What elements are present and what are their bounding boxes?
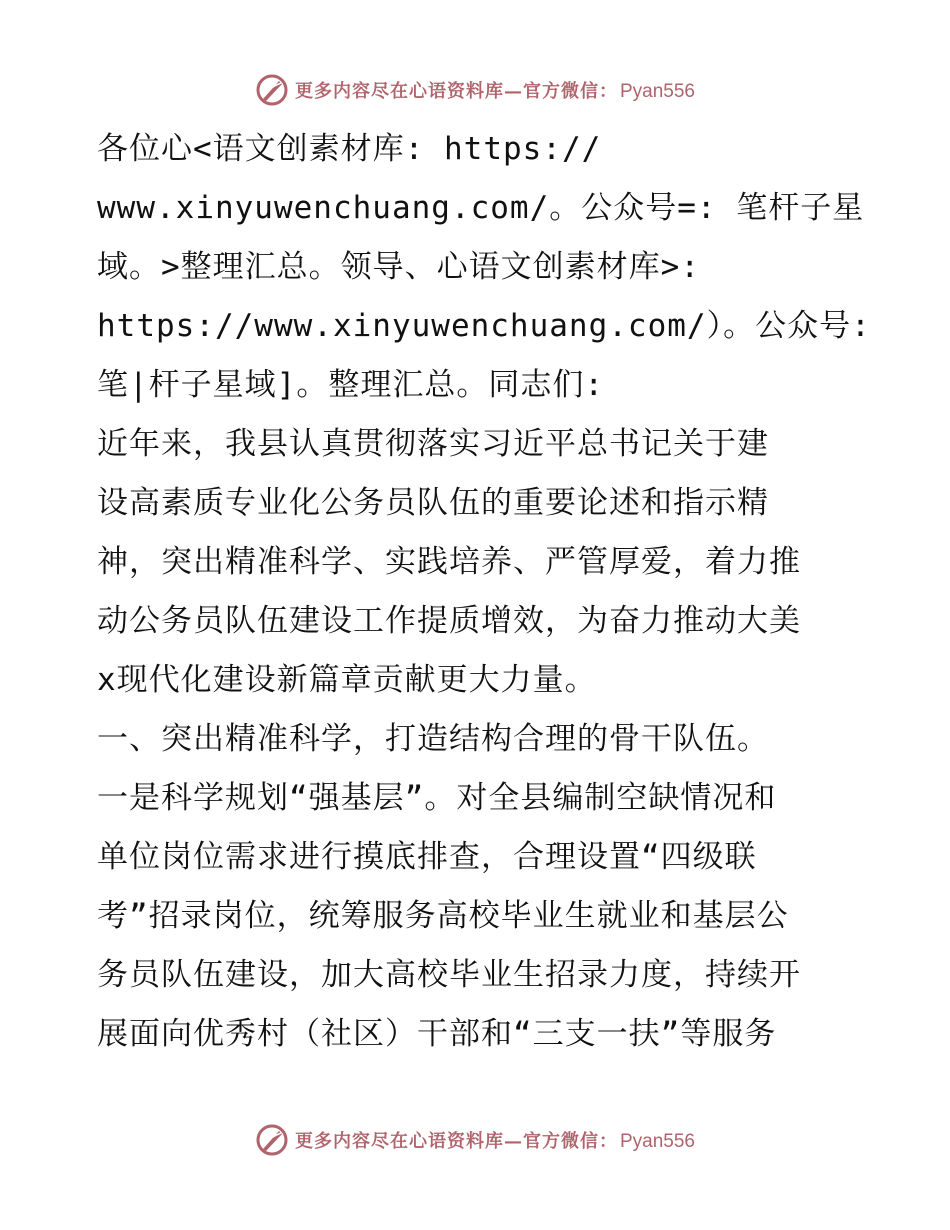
text-line: 务员队伍建设，加大高校毕业生招录力度，持续开	[97, 957, 801, 993]
paragraph-intro	[97, 415, 857, 710]
text-line: 动公务员队伍建设工作提质增效，为奋力推动大美	[97, 603, 801, 639]
text-line: 笔|杆子星域]。整理汇总。同志们:	[97, 367, 604, 403]
paragraph-greeting	[97, 120, 871, 415]
text-line: 展面向优秀村（社区）干部和“三支一扶”等服务	[97, 1016, 777, 1052]
document-body	[97, 120, 871, 1064]
footer-watermark-banner	[0, 1122, 950, 1158]
banner-label: 更多内容尽在心语资料库—官方微信：	[294, 1131, 618, 1152]
text-line: 设高素质专业化公务员队伍的重要论述和指示精	[97, 485, 769, 521]
banner-wechat-id: Pyan556	[619, 1131, 695, 1152]
header-watermark-banner	[0, 72, 950, 108]
text-line: 神，突出精准科学、实践培养、严管厚爱，着力推	[97, 544, 801, 580]
text-line: 一是科学规划“强基层”。对全县编制空缺情况和	[97, 780, 777, 816]
banner-text	[295, 1127, 695, 1153]
text-line: 考”招录岗位，统筹服务高校毕业生就业和基层公	[97, 898, 789, 934]
quill-logo-icon	[255, 73, 289, 107]
text-line: https://www.xinyuwenchuang.com/）。公众号:	[97, 308, 871, 344]
banner-label: 更多内容尽在心语资料库—官方微信：	[294, 81, 618, 102]
text-line: 单位岗位需求进行摸底排查，合理设置“四级联	[97, 839, 757, 875]
quill-logo-icon	[255, 1123, 289, 1157]
text-line: x现代化建设新篇章贡献更大力量。	[97, 662, 597, 698]
text-line: 各位心<语文创素材库: https://	[97, 131, 602, 167]
banner-wechat-id: Pyan556	[619, 81, 695, 102]
text-line: www.xinyuwenchuang.com/。公众号=: 笔杆子星	[97, 190, 865, 226]
text-line: 一、突出精准科学，打造结构合理的骨干队伍。	[97, 721, 769, 757]
banner-text	[295, 77, 695, 103]
paragraph-section-one	[97, 710, 857, 1064]
text-line: 近年来，我县认真贯彻落实习近平总书记关于建	[97, 426, 769, 462]
text-line: 域。>整理汇总。领导、心语文创素材库>:	[97, 249, 700, 285]
